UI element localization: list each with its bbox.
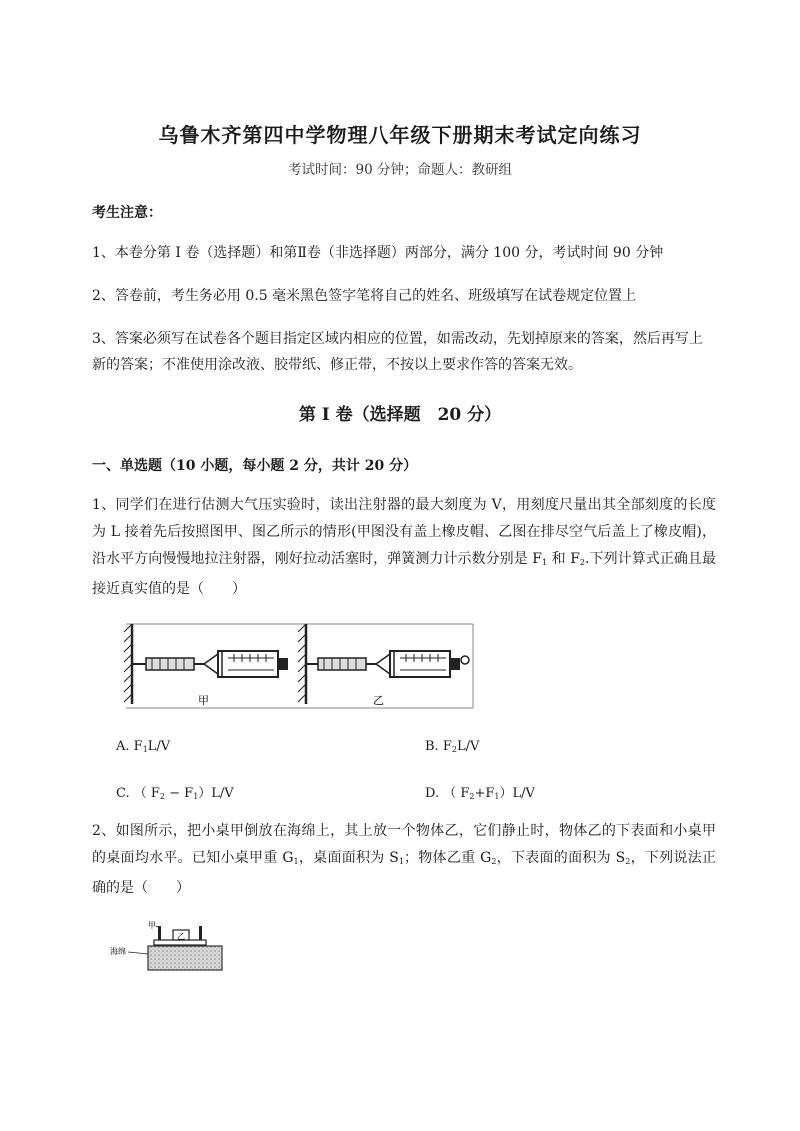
label-sponge: 海绵: [110, 947, 126, 956]
option-a[interactable]: A. $F_1L/V$: [116, 739, 171, 754]
question-2-text: 2、如图所示，把小桌甲倒放在海绵上，其上放一个物体乙，它们静止时，物体乙的下表面和小桌甲的桌面均水平。已知小桌甲重 $G_1$，桌面面积为 $S_1$；物体乙重 $G_2$，下表面的面积为 $S_2$，下列说法正确的是（ ）: [92, 823, 716, 896]
label-jia: 甲: [148, 921, 156, 930]
sponge: [148, 946, 222, 970]
option-d[interactable]: D. （ $F_2+F_1)L/V$: [425, 786, 535, 801]
option-c[interactable]: C. （ $F_2 - F_1)L/V$: [116, 786, 234, 801]
page-title: 乌鲁木齐第四中学物理八年级下册期末考试定向练习: [158, 123, 642, 147]
section-title: 第 I 卷（选择题 20 分）: [298, 405, 502, 425]
figure-label-jia: 甲: [198, 694, 209, 707]
part-heading: 一、单选题（10 小题，每小题 2 分，共计 20 分）: [92, 458, 418, 474]
syringe-experiment-figure: [118, 618, 478, 710]
svg-text:乙: 乙: [177, 932, 185, 941]
notice-heading: 考生注意：: [92, 205, 162, 221]
question-1-text: 1、同学们在进行估测大气压实验时，读出注射器的最大刻度为 V，用刻度尺量出其全部刻度的长度为 L 接着先后按照图甲、图乙所示的情形(甲图没有盖上橡皮帽、乙图在排尽空气后盖上了橡皮帽)，沿水平方向慢慢地拉注射器，刚好拉动活塞时，弹簧测力计示数分别是 $F_1$ 和 $F_2$.下列计算式正确且最接近真实值的是（ ）: [92, 497, 716, 597]
notice-item-3: 3、答案必须写在试卷各个题目指定区域内相应的位置，如需改动，先划掉原来的答案，然后再写上新的答案；不准使用涂改液、胶带纸、修正带，不按以上要求作答的答案无效。: [92, 331, 703, 373]
sponge-table-figure: [110, 918, 230, 974]
notice-item-2: 2、答卷前，考生务必用 0.5 毫米黑色签字笔将自己的姓名、班级填写在试卷规定位置上: [92, 288, 637, 304]
figure-label-yi: 乙: [373, 694, 384, 707]
option-b[interactable]: B. $F_2L/V$: [425, 739, 480, 754]
notice-item-1: 1、本卷分第 I 卷（选择题）和第Ⅱ卷（非选择题）两部分，满分 100 分，考试时间 90 分钟: [92, 245, 664, 261]
page-subtitle: 考试时间：90 分钟；命题人：教研组: [288, 162, 512, 178]
